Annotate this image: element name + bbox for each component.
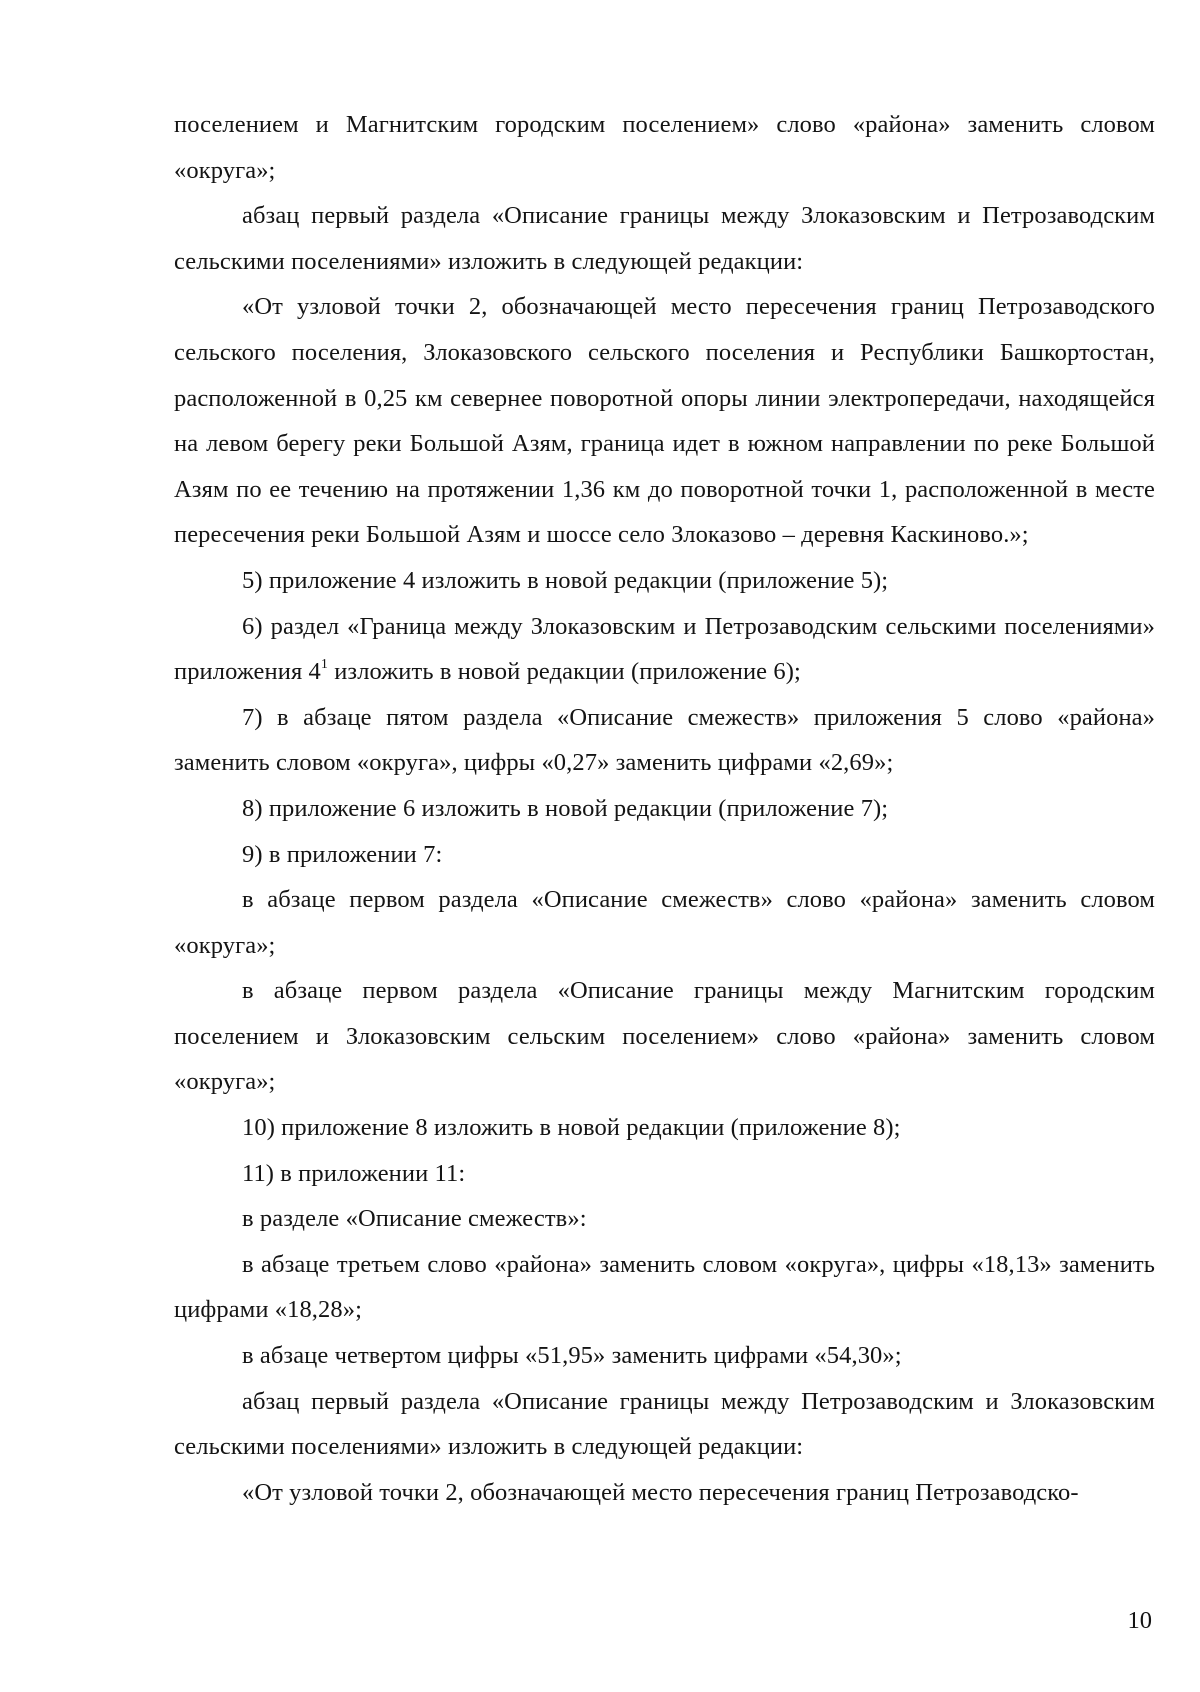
paragraph-12: 11) в приложении 11: [242,1159,466,1187]
paragraph-17: «От узловой точки 2, обозначающей место пересечения границ Петрозаводско- [242,1478,1079,1506]
paragraph-9: в абзаце первом раздела «Описание смежеств» слово «района» заменить словом «округа»; [174,886,1155,959]
paragraph-7: 8) приложение 6 изложить в новой редакции (приложение 7); [242,794,889,822]
paragraph-1: поселением и Магнитским городским поселением» слово «района» заменить словом «округа»; [174,111,1155,184]
paragraph-11: 10) приложение 8 изложить в новой редакции (приложение 8); [242,1114,901,1142]
paragraph-2: абзац первый раздела «Описание границы между Злоказовским и Петрозаводским сельскими поселениями» изложить в следующей редакции: [174,202,1155,275]
paragraph-13: в разделе «Описание смежеств»: [242,1205,587,1233]
paragraph-6: 7) в абзаце пятом раздела «Описание смежеств» приложения 5 слово «района» заменить словом «округа», цифры «0,27» заменить цифрами «2,69»; [174,703,1155,777]
document-body [174,102,1155,1515]
paragraph-15: в абзаце четвертом цифры «51,95» заменить цифрами «54,30»; [242,1342,902,1370]
paragraph-16: абзац первый раздела «Описание границы между Петрозаводским и Злоказовским сельскими поселениями» изложить в следующей редакции: [174,1387,1155,1461]
paragraph-5-text-before: 6) раздел «Граница между Злоказовским и Петрозаводским сельскими поселениями» приложения 4 [174,612,1155,686]
paragraph-4: 5) приложение 4 изложить в новой редакции (приложение 5); [242,566,889,594]
paragraph-5-text-after: изложить в новой редакции (приложение 6); [328,658,801,686]
paragraph-5 [174,604,1155,695]
paragraph-10: в абзаце первом раздела «Описание границы между Магнитским городским поселением и Злоказовским сельским поселением» слово «района» заменить словом «округа»; [174,977,1155,1096]
page-number: 10 [1127,1607,1152,1634]
superscript-one: 1 [320,657,328,673]
paragraph-3: «От узловой точки 2, обозначающей место пересечения границ Петрозаводского сельского поселения, Злоказовского сельского поселения и Республики Башкортостан, расположенной в 0,25 км севернее поворотной опоры линии электропередачи, находящейся на левом берегу реки Большой Азям, граница идет в южном направлении по реке Большой Азям по ее течению на протяжении 1,36 км до поворотной точки 1, расположенной в месте пересечения реки Большой Азям и шоссе село Злоказово – деревня Каскиново.»; [174,293,1155,549]
paragraph-14: в абзаце третьем слово «района» заменить словом «округа», цифры «18,13» заменить цифрами «18,28»; [174,1250,1155,1324]
paragraph-8: 9) в приложении 7: [242,840,443,868]
